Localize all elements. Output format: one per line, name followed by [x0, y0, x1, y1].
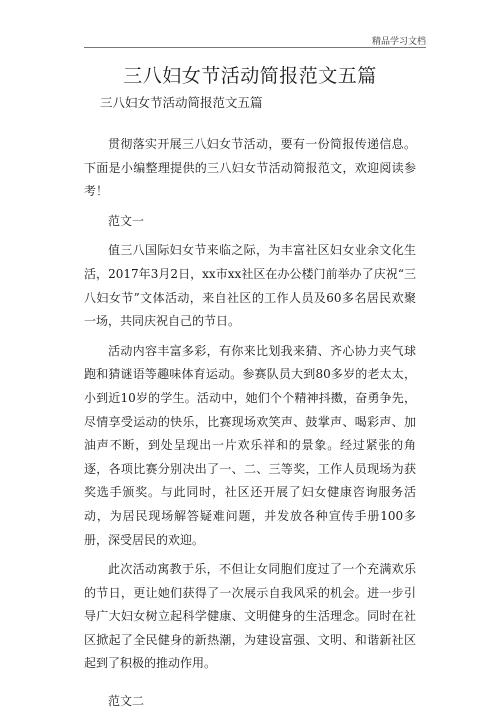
header-tag: 精品学习文档	[371, 37, 426, 47]
document-subtitle: 三八妇女节活动简报范文五篇	[100, 95, 263, 110]
document-body	[84, 133, 416, 714]
body-paragraph: 此次活动寓教于乐，不但让女同胞们度过了一个充满欢乐的节日，更让她们获得了一次展示自我风采的机会。进一步引导广大妇女树立起科学健康、文明健身的生活理念。同时在社区掀起了全民健身的新热潮，为建设富强、文明、和谐新社区起到了积极的推动作用。	[84, 562, 416, 671]
section-heading-1: 范文一	[108, 213, 145, 228]
body-paragraph: 值三八国际妇女节来临之际，为丰富社区妇女业余文化生活，2017年3月2日，xx市xx社区在办公楼门前举办了庆祝“三八妇女节”文体活动，来自社区的工作人员及60多名居民欢聚一场，共同庆祝自己的节日。	[84, 243, 416, 329]
intro-paragraph: 贯彻落实开展三八妇女节活动，要有一份简报传递信息。下面是小编整理提供的三八妇女节活动简报范文，欢迎阅读参考！	[84, 137, 416, 199]
document-title: 三八妇女节活动简报范文五篇	[123, 65, 377, 87]
header-divider	[84, 47, 426, 48]
section-heading-2: 范文二	[108, 694, 145, 709]
document-content	[0, 63, 500, 720]
body-paragraph: 活动内容丰富多彩，有你来比划我来猜、齐心协力夹气球跑和猜谜语等趣味体育运动。参赛队员大到80多岁的老太太，小到近10岁的学生。活动中，她们个个精神抖擞，奋勇争先，尽情享受运动的快乐，比赛现场欢笑声、鼓掌声、喝彩声、加油声不断，到处呈现出一片欢乐祥和的景象。经过紧张的角逐，各项比赛分别决出了一、二、三等奖，工作人员现场为获奖选手颁奖。与此同时，社区还开展了妇女健康咨询服务活动，为居民现场解答疑难问题，并发放各种宣传手册100多册，深受居民的欢迎。	[84, 343, 416, 547]
